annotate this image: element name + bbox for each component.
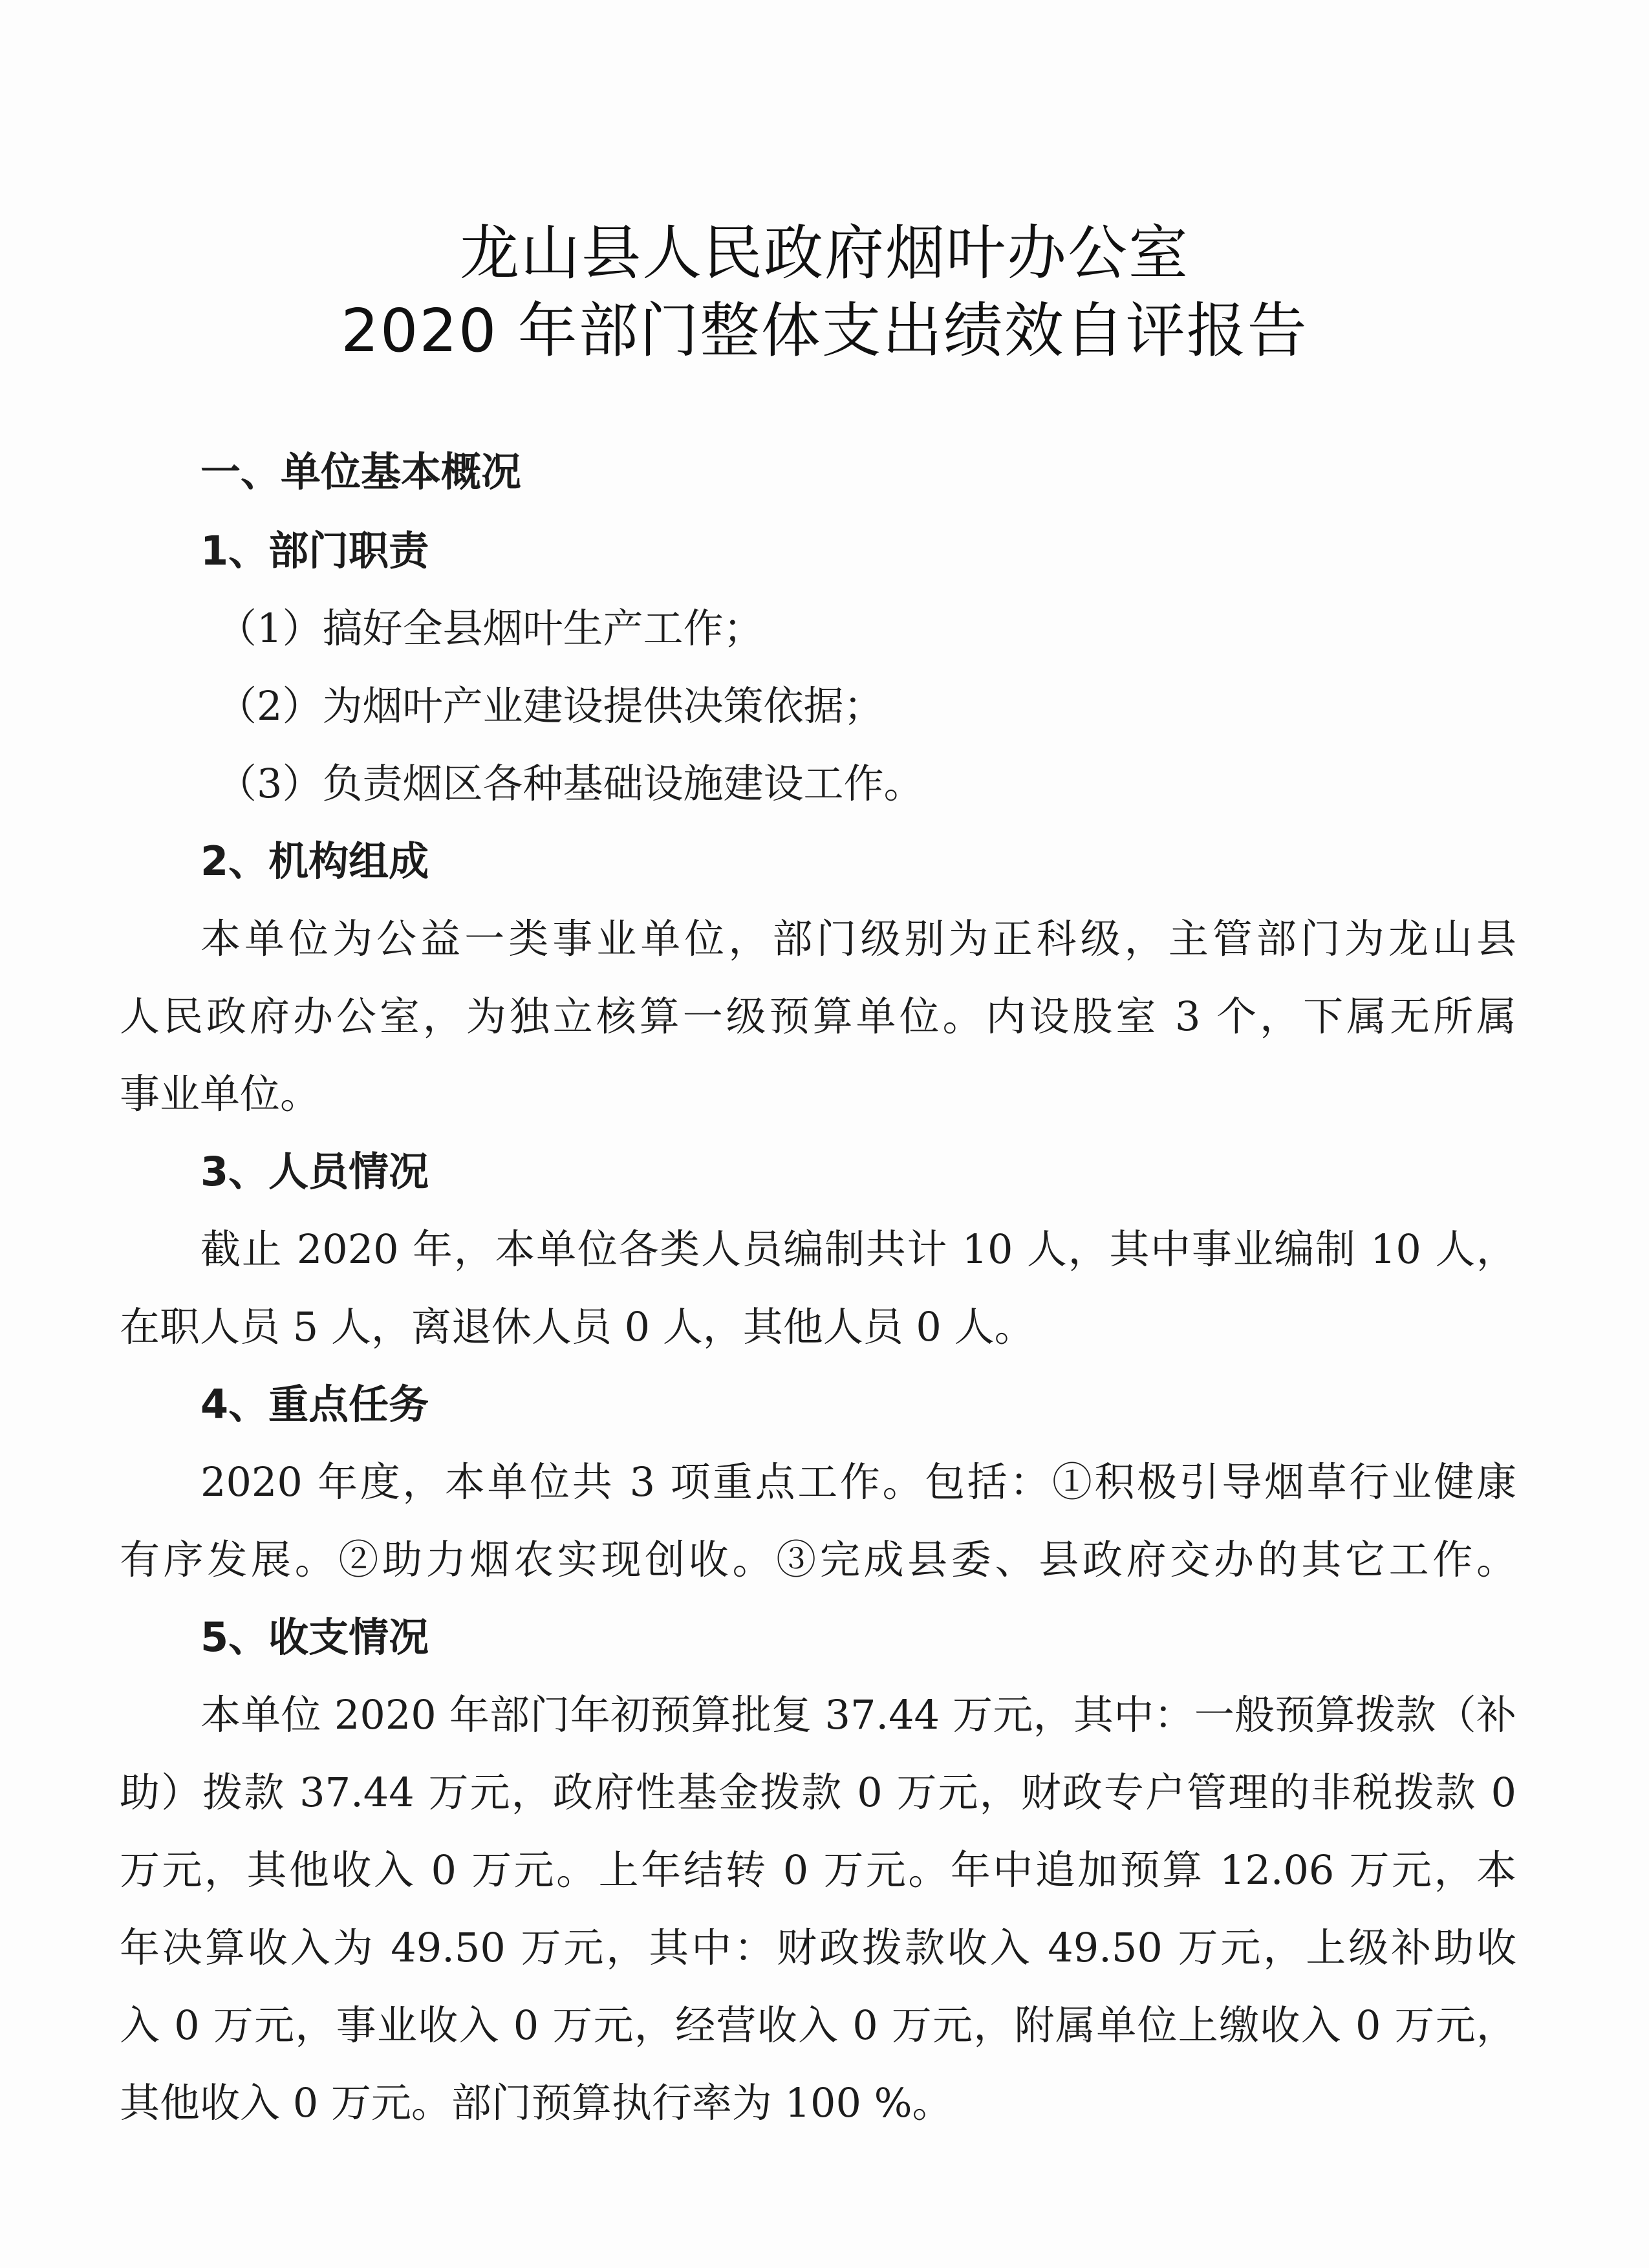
subsection-heading-staff: 3、人员情况 [200, 1148, 429, 1195]
paragraph-line: 有序发展。②助力烟农实现创收。③完成县委、县政府交办的其它工作。 [120, 1536, 1516, 1583]
duty-item: （3）负责烟区各种基础设施建设工作。 [217, 760, 924, 807]
paragraph-line: 2020 年度，本单位共 3 项重点工作。包括：①积极引导烟草行业健康 [200, 1458, 1516, 1506]
subsection-heading-tasks: 4、重点任务 [200, 1381, 429, 1428]
subsection-heading-duties: 1、部门职责 [200, 527, 429, 574]
paragraph-line: 助）拨款 37.44 万元，政府性基金拨款 0 万元，财政专户管理的非税拨款 0 [120, 1769, 1516, 1816]
subsection-heading-organization: 2、机构组成 [200, 837, 429, 885]
paragraph-line: 截止 2020 年，本单位各类人员编制共计 10 人，其中事业编制 10 人， [200, 1226, 1516, 1273]
document-title-line2: 2020 年部门整体支出绩效自评报告 [341, 296, 1308, 365]
paragraph-line: 入 0 万元，事业收入 0 万元，经营收入 0 万元，附属单位上缴收入 0 万元， [120, 2002, 1516, 2049]
document-title-line1: 龙山县人民政府烟叶办公室 [459, 219, 1189, 288]
duty-item: （2）为烟叶产业建设提供决策依据； [217, 682, 884, 729]
duty-item: （1）搞好全县烟叶生产工作； [217, 605, 764, 652]
paragraph-line: 事业单位。 [120, 1070, 321, 1118]
paragraph-line: 其他收入 0 万元。部门预算执行率为 100 %。 [120, 2079, 953, 2126]
subsection-heading-finance: 5、收支情况 [200, 1614, 429, 1661]
paragraph-line: 在职人员 5 人，离退休人员 0 人，其他人员 0 人。 [120, 1303, 1035, 1350]
section-heading-basic-overview: 一、单位基本概况 [200, 448, 522, 495]
paragraph-line: 年决算收入为 49.50 万元，其中：财政拨款收入 49.50 万元，上级补助收 [120, 1924, 1516, 1971]
paragraph-line: 万元，其他收入 0 万元。上年结转 0 万元。年中追加预算 12.06 万元，本 [120, 1846, 1516, 1894]
paragraph-line: 本单位 2020 年部门年初预算批复 37.44 万元，其中：一般预算拨款（补 [200, 1691, 1516, 1738]
paragraph-line: 本单位为公益一类事业单位，部门级别为正科级，主管部门为龙山县 [200, 915, 1516, 962]
paragraph-line: 人民政府办公室，为独立核算一级预算单位。内设股室 3 个，下属无所属 [120, 993, 1516, 1040]
